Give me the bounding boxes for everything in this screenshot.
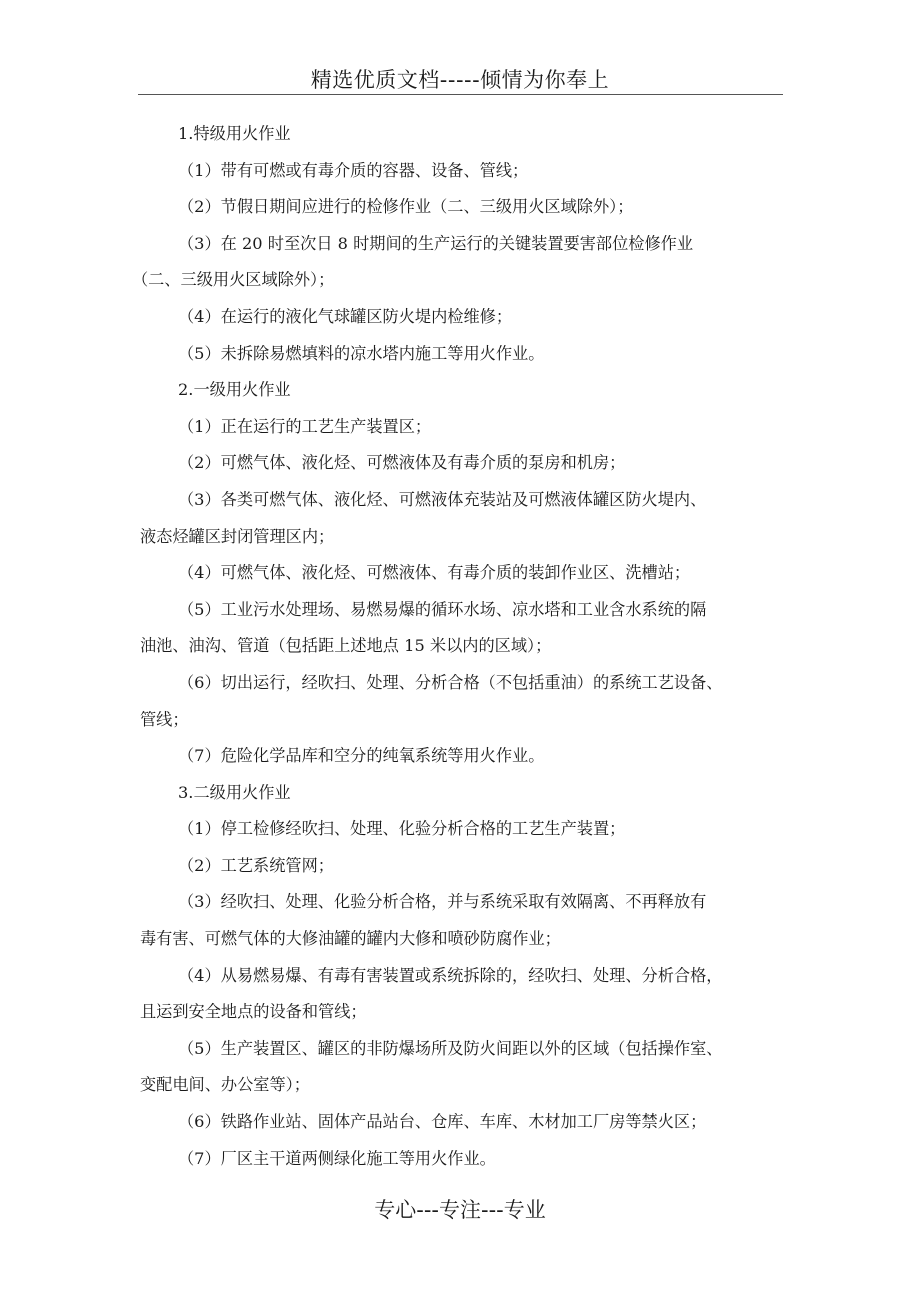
section-heading: 3.二级用火作业 (178, 782, 291, 802)
list-item-continuation: （二、三级用火区域除外）； (132, 270, 335, 290)
list-item: （5）生产装置区、罐区的非防爆场所及防火间距以外的区域（包括操作室、 (178, 1038, 723, 1058)
list-item: （2）工艺系统管网； (178, 855, 334, 875)
list-item: （1）停工检修经吹扫、处理、化验分析合格的工艺生产装置； (178, 819, 626, 839)
list-item: （3）各类可燃气体、液化烃、可燃液体充装站及可燃液体罐区防火堤内、 (178, 489, 707, 509)
list-item-continuation: 管线； (140, 709, 189, 729)
list-item: （4）可燃气体、液化烃、可燃液体、有毒介质的装卸作业区、洗槽站； (178, 563, 691, 583)
header-rule (138, 94, 783, 95)
list-item-continuation: 液态烃罐区封闭管理区内； (140, 526, 335, 546)
list-item: （3）经吹扫、处理、化验分析合格，并与系统采取有效隔离、不再释放有 (178, 892, 707, 912)
list-item-continuation: 油池、油沟、管道（包括距上述地点 15 米以内的区域）； (140, 636, 552, 656)
list-item-continuation: 毒有害、可燃气体的大修油罐的罐内大修和喷砂防腐作业； (140, 929, 561, 949)
list-item: （7）厂区主干道两侧绿化施工等用火作业。 (178, 1148, 496, 1168)
list-item-continuation: 变配电间、办公室等）； (140, 1075, 310, 1095)
section-heading: 1.特级用火作业 (178, 124, 291, 143)
list-item: （5）工业污水处理场、易燃易爆的循环水场、凉水塔和工业含水系统的隔 (178, 599, 707, 619)
list-item: （3）在 20 时至次日 8 时期间的生产运行的关键装置要害部位检修作业 (178, 233, 694, 253)
list-item: （5）未拆除易燃填料的凉水塔内施工等用火作业。 (178, 343, 545, 363)
list-item: （6）切出运行，经吹扫、处理、分析合格（不包括重油）的系统工艺设备、 (178, 672, 723, 692)
page-footer: 专心---专注---专业 (374, 1198, 546, 1222)
list-item: （4）从易燃易爆、有毒有害装置或系统拆除的，经吹扫、处理、分析合格， (178, 965, 723, 985)
list-item: （1）正在运行的工艺生产装置区； (178, 416, 432, 436)
list-item-continuation: 且运到安全地点的设备和管线； (140, 1002, 367, 1022)
list-item: （2）可燃气体、液化烃、可燃液体及有毒介质的泵房和机房； (178, 453, 626, 473)
list-item: （2）节假日期间应进行的检修作业（二、三级用火区域除外）； (178, 197, 634, 217)
list-item: （6）铁路作业站、固体产品站台、仓库、车库、木材加工厂房等禁火区； (178, 1112, 707, 1132)
list-item: （1）带有可燃或有毒介质的容器、设备、管线； (178, 160, 529, 180)
section-heading: 2.一级用火作业 (178, 380, 291, 400)
page-header: 精选优质文档-----倾情为你奉上 (310, 68, 610, 92)
document-body (132, 116, 792, 1177)
list-item: （4）在运行的液化气球罐区防火堤内检维修； (178, 306, 513, 326)
list-item: （7）危险化学品库和空分的纯氧系统等用火作业。 (178, 746, 545, 766)
